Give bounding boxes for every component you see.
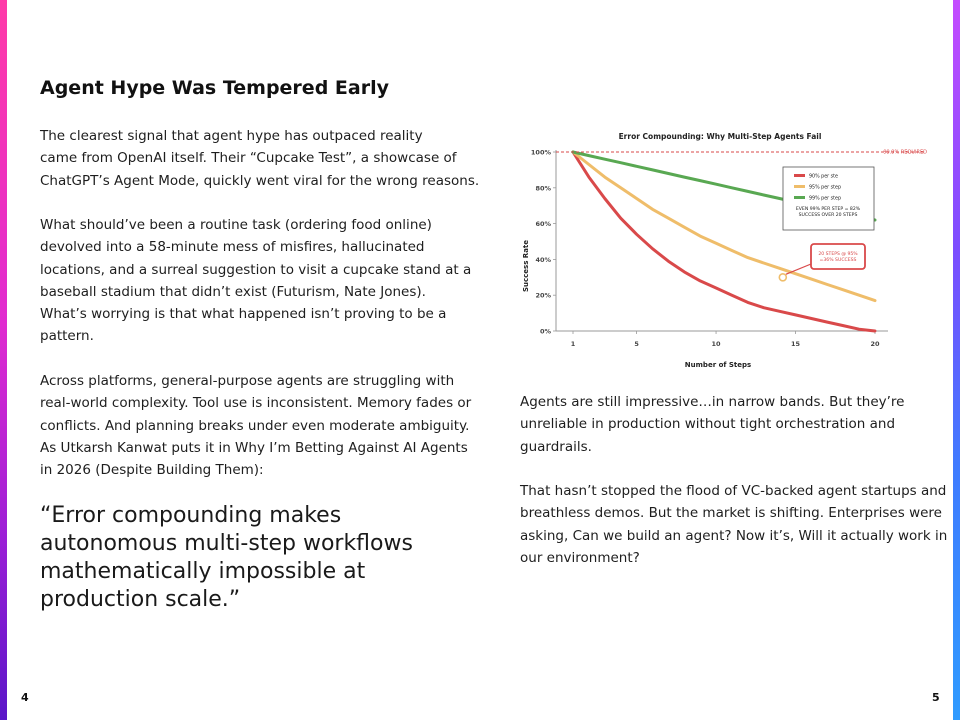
text-line: in 2026 (Despite Building Them): xyxy=(40,462,264,479)
x-tick-label: 5 xyxy=(634,340,639,348)
y-tick-label: 60% xyxy=(535,220,551,229)
text-line: As Utkarsh Kanwat puts it in Why I’m Betting Against AI Agents xyxy=(40,439,468,456)
y-tick-label: 80% xyxy=(535,184,551,193)
left-accent-bar xyxy=(0,0,7,720)
reference-line-label: 99.9% REQUIRED xyxy=(883,149,927,156)
x-tick-label: 20 xyxy=(870,340,880,348)
quote-line: mathematically impossible at xyxy=(40,559,366,584)
section-heading: Agent Hype Was Tempered Early xyxy=(40,77,389,99)
quote-line: production scale.” xyxy=(40,587,241,612)
text-line: locations, and a surreal suggestion to visit a cupcake stand at a xyxy=(40,261,472,278)
text-line: breathless demos. But the market is shifting. Enterprises were xyxy=(520,505,942,522)
paragraph-vc-backed xyxy=(520,480,947,569)
legend-swatch xyxy=(794,185,805,188)
y-axis-label: Success Rate xyxy=(522,239,530,293)
legend-entry: 99% per step xyxy=(809,196,842,202)
text-line: guardrails. xyxy=(520,438,592,455)
text-line: What’s worrying is that what happened isn’t proving to be a xyxy=(40,306,447,323)
paragraph-impressive xyxy=(520,391,905,458)
error-compounding-chart xyxy=(516,126,932,374)
paragraph-across-platforms xyxy=(40,370,471,481)
text-line: baseball stadium that didn’t exist (Futurism, Nate Jones). xyxy=(40,283,426,300)
text-line: unreliable in production without tight orchestration and xyxy=(520,416,896,433)
callout-leader xyxy=(786,264,811,274)
page-number-left: 4 xyxy=(21,691,29,704)
legend-entry: 90% per ste xyxy=(809,174,839,180)
legend-note-line: EVEN 99% PER STEP = 82% xyxy=(795,207,861,212)
paragraph-cupcake-test xyxy=(40,125,479,192)
text-line: came from OpenAI itself. Their “Cupcake Test”, a showcase of xyxy=(40,150,457,167)
right-accent-bar xyxy=(953,0,960,720)
paragraph-routine-task xyxy=(40,214,471,348)
legend-swatch xyxy=(794,196,805,199)
y-tick-label: 40% xyxy=(535,255,551,264)
text-line: our environment? xyxy=(520,549,640,566)
callout-text-line: =36% SUCCESS xyxy=(819,258,857,263)
text-line: asking, Can we build an agent? Now it’s, Will it actually work in xyxy=(520,527,948,544)
x-tick-label: 1 xyxy=(570,340,576,348)
chart-title: Error Compounding: Why Multi-Step Agents Fail xyxy=(618,132,822,141)
chart-legend xyxy=(783,167,874,230)
quote-line: “Error compounding makes xyxy=(40,503,342,528)
text-line: What should’ve been a routine task (ordering food online) xyxy=(40,217,432,233)
y-tick-label: 100% xyxy=(530,148,551,157)
text-line: Agents are still impressive…in narrow bands. But they’re xyxy=(520,394,905,410)
text-line: The clearest signal that agent hype has outpaced reality xyxy=(40,128,423,144)
text-line: ChatGPT’s Agent Mode, quickly went viral for the wrong reasons. xyxy=(40,172,480,189)
text-line: Across platforms, general-purpose agents are struggling with xyxy=(40,373,455,389)
x-tick-label: 15 xyxy=(791,340,801,348)
text-line: pattern. xyxy=(40,328,94,345)
x-tick-label: 10 xyxy=(711,340,721,348)
y-tick-label: 0% xyxy=(539,327,551,336)
text-line: devolved into a 58-minute mess of misfires, hallucinated xyxy=(40,239,425,256)
legend-entry: 95% per step xyxy=(809,185,842,191)
text-line: real-world complexity. Tool use is inconsistent. Memory fades or xyxy=(40,395,472,412)
page-number-right: 5 xyxy=(932,691,940,704)
y-tick-label: 20% xyxy=(535,291,551,300)
quote-line: autonomous multi-step workflows xyxy=(40,531,413,556)
text-line: conflicts. And planning breaks under even moderate ambiguity. xyxy=(40,417,470,434)
callout-marker xyxy=(779,274,786,281)
callout-text-line: 20 STEPS @ 95% xyxy=(818,252,858,257)
legend-swatch xyxy=(794,174,805,177)
pull-quote xyxy=(40,502,413,614)
text-line: That hasn’t stopped the flood of VC-backed agent startups and xyxy=(520,483,947,499)
legend-note-line: SUCCESS OVER 20 STEPS xyxy=(798,213,858,218)
x-axis-label: Number of Steps xyxy=(684,361,752,369)
